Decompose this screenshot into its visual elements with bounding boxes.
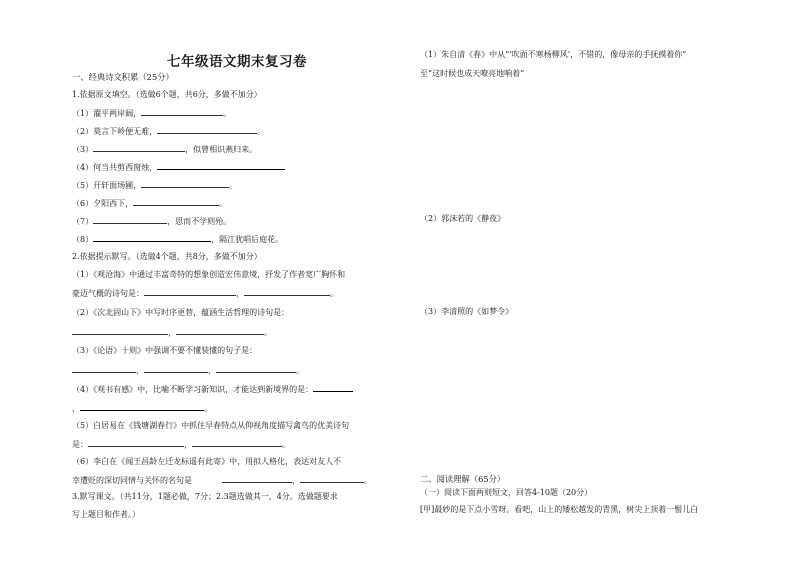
question-1-item: （7） ，思而不学则殆。 (72, 217, 232, 226)
question-1-item: （8） ，隔江犹唱后庭花。 (72, 235, 284, 244)
question-2-heading: 2.依据提示默写。（选做4个题，共8分，多做不加分） (72, 252, 262, 261)
question-3-3: （3）李清照的《如梦令》 (420, 307, 514, 316)
answer-blank[interactable] (88, 438, 184, 447)
question-2-3-answers: ， ， 。 (72, 364, 304, 376)
question-3-line2: 写上题目和作者。） (72, 510, 140, 519)
answer-blank[interactable] (72, 326, 168, 335)
question-3-line1: 3.默写课文。（共11分，1题必做，7分；2.3题选做其一，4分。选做题要求 (72, 492, 338, 501)
question-2-4-answers: ， 。 (72, 404, 212, 413)
section-heading-1: 一、经典诗文积累（25分） (72, 72, 174, 82)
question-1-item: （1）濯平两岸阔， 。 (72, 109, 232, 118)
answer-blank[interactable] (133, 197, 219, 206)
question-1-item: （4）何当共剪西窗烛， (72, 161, 285, 173)
question-2-2-answers: ， 。 (72, 326, 272, 338)
section-heading-2: 二、阅读理解（65分） (420, 474, 506, 484)
reading-instructions: （一）阅读下面两则短文，回答4-10题（20分） (420, 488, 593, 497)
answer-blank[interactable] (313, 383, 353, 392)
question-1-item: （6）夕阳西下， 。 (72, 199, 228, 208)
question-1-item: （5）开轩面场圃， 。 (72, 181, 238, 190)
answer-blank[interactable] (141, 179, 229, 188)
question-1-item: （2）莫言下岭便无难， 。 (72, 127, 266, 136)
answer-blank[interactable] (93, 215, 167, 224)
answer-blank[interactable] (144, 287, 236, 296)
answer-blank[interactable] (141, 107, 223, 116)
question-2-3: （3）《论语》十则》中强调不要不懂装懂的句子是： (72, 346, 258, 355)
answer-blank[interactable] (157, 125, 257, 134)
question-3-2: （2）郭沫若的《静夜》 (420, 214, 506, 223)
question-2-1-line2: 豪迈气概的诗句是： ， 。 (72, 289, 338, 298)
answer-blank[interactable] (192, 438, 282, 447)
question-2-6-line1: （6）李白在《闻王昌龄左迁龙标遥有此寄》中，用拟人格化，表达对友人不 (72, 457, 342, 466)
answer-blank[interactable] (93, 143, 185, 152)
question-2-4: （4）《观书有感》中，比喻不断学习新知识，才能达到新境界的是： (72, 383, 353, 395)
answer-blank[interactable] (244, 287, 330, 296)
answer-blank[interactable] (216, 364, 296, 373)
answer-blank[interactable] (93, 233, 211, 242)
answer-blank[interactable] (72, 364, 136, 373)
question-2-5-line1: （5）白居易在《钱塘湖春行》中抓住早春特点从仰视角度描写禽鸟的优美诗句 (72, 421, 350, 430)
question-3-1-line2: 至“这时候也成天嘹亮地响着” (420, 69, 525, 78)
answer-blank[interactable] (300, 474, 364, 483)
question-1-heading: 1.依据原文填空。（选做6个题，共6分，多做不加分） (72, 90, 262, 99)
answer-blank[interactable] (222, 474, 292, 483)
question-1-item: （3） ，似曾相识燕归来。 (72, 145, 258, 154)
question-2-2: （2）《次北固山下》中写时序更替，蕴涵生活哲理的诗句是： (72, 308, 290, 317)
question-2-6-line2: 幸遭贬的深切同情与关怀的名句是 ， 。 (72, 476, 372, 485)
answer-blank[interactable] (176, 326, 264, 335)
page-title: 七年级语文期末复习卷 (167, 54, 307, 70)
question-2-1-line1: （1）《观沧海》中通过丰富奇特的想象创造宏伟意境，抒发了作者宽广胸怀和 (72, 270, 346, 279)
answer-blank[interactable] (144, 364, 208, 373)
reading-passage: [甲]最妙的是下点小雪呀。看吧，山上的矮松越发的青黑，树尖上顶着一髻儿白 (420, 505, 699, 514)
answer-blank[interactable] (157, 161, 285, 170)
question-2-5-line2: 是： ， 。 (72, 440, 290, 449)
answer-blank[interactable] (80, 402, 204, 411)
question-3-1-line1: （1）朱自清《春》中从“‘吹面不寒杨柳风’，不错的，像母亲的手抚摸着你” (420, 50, 687, 59)
